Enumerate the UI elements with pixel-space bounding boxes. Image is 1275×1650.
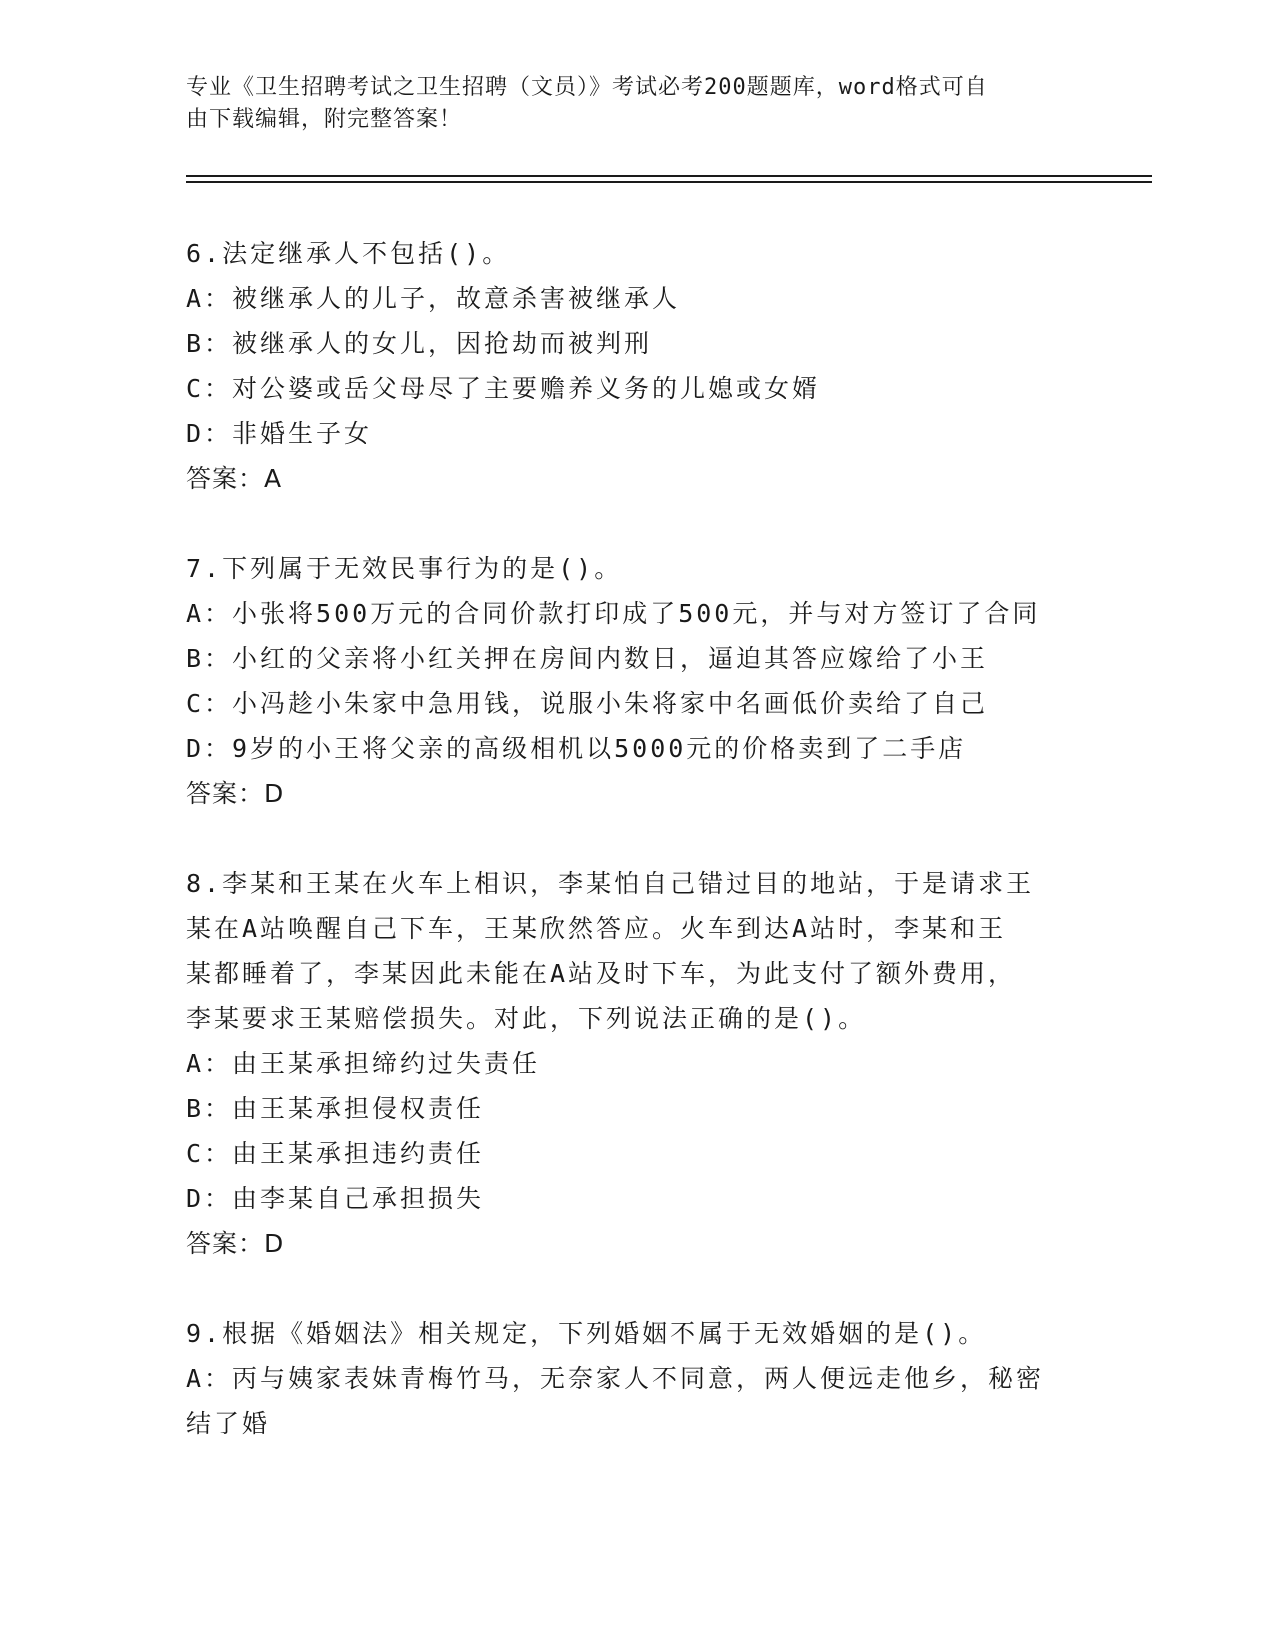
option-a: A：丙与姨家表妹青梅竹马，无奈家人不同意，两人便远走他乡，秘密 <box>186 1364 1045 1393</box>
question-list <box>186 231 1086 1446</box>
question-stem: 7.下列属于无效民事行为的是()。 <box>186 554 623 583</box>
option-b: B：小红的父亲将小红关押在房间内数日，逼迫其答应嫁给了小王 <box>186 644 989 673</box>
header-rule-top <box>186 175 1152 177</box>
option-a: A：被继承人的儿子，故意杀害被继承人 <box>186 284 681 313</box>
question-stem: 6.法定继承人不包括()。 <box>186 239 511 268</box>
option-d: D：9岁的小王将父亲的高级相机以5000元的价格卖到了二手店 <box>186 734 967 763</box>
question-6 <box>186 231 1086 501</box>
header-line-2: 由下载编辑，附完整答案！ <box>186 107 463 132</box>
spacer <box>186 501 1086 546</box>
option-a: A：小张将500万元的合同价款打印成了500元，并与对方签订了合同 <box>186 599 1041 628</box>
question-9 <box>186 1311 1086 1446</box>
option-c: C：由王某承担违约责任 <box>186 1139 485 1168</box>
spacer <box>186 1266 1086 1311</box>
answer: 答案：D <box>186 1229 285 1258</box>
option-a-continued: 结了婚 <box>186 1409 271 1438</box>
question-stem-line: 某在A站唤醒自己下车，王某欣然答应。火车到达A站时，李某和王 <box>186 914 1007 943</box>
question-stem-line: 8.李某和王某在火车上相识，李某怕自己错过目的地站，于是请求王 <box>186 869 1035 898</box>
option-d: D：非婚生子女 <box>186 419 373 448</box>
option-c: C：小冯趁小朱家中急用钱，说服小朱将家中名画低价卖给了自己 <box>186 689 989 718</box>
option-b: B：由王某承担侵权责任 <box>186 1094 485 1123</box>
spacer <box>186 816 1086 861</box>
question-7 <box>186 546 1086 816</box>
document-header <box>186 72 1066 136</box>
answer: 答案：D <box>186 779 285 808</box>
question-stem: 9.根据《婚姻法》相关规定，下列婚姻不属于无效婚姻的是()。 <box>186 1319 987 1348</box>
option-b: B：被继承人的女儿，因抢劫而被判刑 <box>186 329 653 358</box>
option-d: D：由李某自己承担损失 <box>186 1184 485 1213</box>
question-8 <box>186 861 1086 1266</box>
question-stem-line: 李某要求王某赔偿损失。对此，下列说法正确的是()。 <box>186 1004 867 1033</box>
question-stem-line: 某都睡着了，李某因此未能在A站及时下车，为此支付了额外费用， <box>186 959 1017 988</box>
option-c: C：对公婆或岳父母尽了主要赡养义务的儿媳或女婿 <box>186 374 821 403</box>
option-a: A：由王某承担缔约过失责任 <box>186 1049 541 1078</box>
header-line-1: 专业《卫生招聘考试之卫生招聘（文员）》考试必考200题题库，word格式可自 <box>186 75 988 100</box>
answer: 答案：A <box>186 464 283 493</box>
header-rule-bottom <box>186 181 1152 183</box>
